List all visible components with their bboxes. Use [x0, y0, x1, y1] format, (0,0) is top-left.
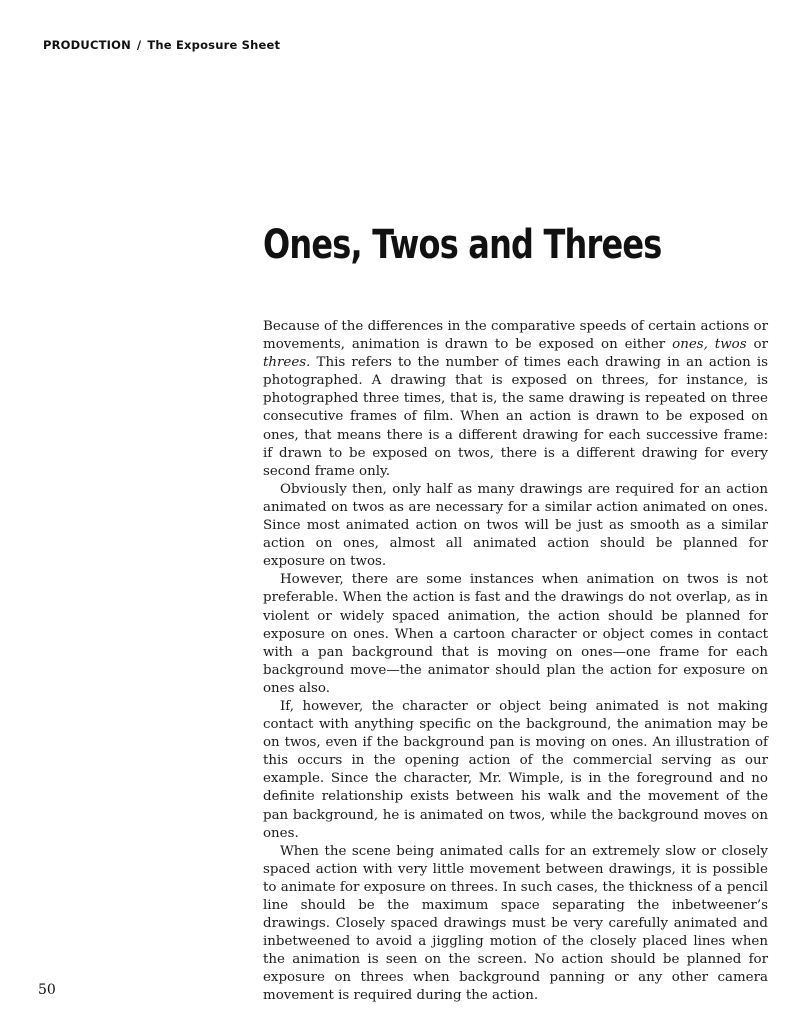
running-head-separator: / [136, 38, 142, 52]
paragraph-5: When the scene being animated calls for an extremely slow or closely spaced action with very little movement between drawings, it is possible to animate for exposure on threes. In such cases, the thickness of a pencil line should be the maximum space separating the inbetweener’s drawings. Closely spaced drawings must be very carefully animated and inbetweened to avoid a jiggling motion of the closely placed lines when the animation is seen on the screen. No action should be planned for exposure on threes when background panning or any other camera movement is required during the action. [263, 843, 768, 1004]
paragraph-1-text-start: Because of the differences in the comparative speeds of certain actions or movements, animation is drawn to be exposed on either [263, 319, 768, 353]
paragraph-1-emphasis-ones-twos: ones, twos [672, 337, 747, 353]
page-number: 50 [38, 982, 56, 998]
paragraph-1-text-rest: This refers to the number of times each drawing in an action is photographed. A drawing that is exposed on threes, for instance, is photographed three times, that is, the same drawing is repeated on three consecutive frames of film. When an action is drawn to be exposed on ones, that means there is a different drawing for each successive frame: if drawn to be exposed on twos, there is a different drawing for every second frame only. [263, 355, 768, 479]
paragraph-4: If, however, the character or object being animated is not making contact with anything specific on the background, the animation may be on twos, even if the background pan is moving on ones. An illustration of this occurs in the opening action of the commercial serving as our example. Since the character, Mr. Wimple, is in the foreground and no definite relationship exists between his walk and the movement of the pan background, he is animated on twos, while the background moves on ones. [263, 698, 768, 841]
paragraph-2: Obviously then, only half as many drawings are required for an action animated on twos as are necessary for a similar action animated on ones. Since most animated action on twos will be just as smooth as a similar action on ones, almost all animated action should be planned for exposure on twos. [263, 481, 768, 570]
running-head [43, 38, 280, 52]
running-head-chapter: The Exposure Sheet [147, 38, 281, 52]
running-head-section: PRODUCTION [43, 38, 131, 52]
paragraph-1-emphasis-threes: threes. [263, 355, 311, 371]
page-title: Ones, Twos and Threes [263, 222, 662, 268]
paragraph-1 [263, 318, 768, 481]
body-text [263, 318, 768, 1006]
paragraph-1-text-or: or [746, 337, 768, 353]
paragraph-3: However, there are some instances when animation on twos is not preferable. When the action is fast and the drawings do not overlap, as in violent or widely spaced animation, the action should be planned for exposure on ones. When a cartoon character or object comes in contact with a pan background that is moving on ones—one frame for each background move—the animator should plan the action for exposure on ones also. [263, 572, 768, 696]
